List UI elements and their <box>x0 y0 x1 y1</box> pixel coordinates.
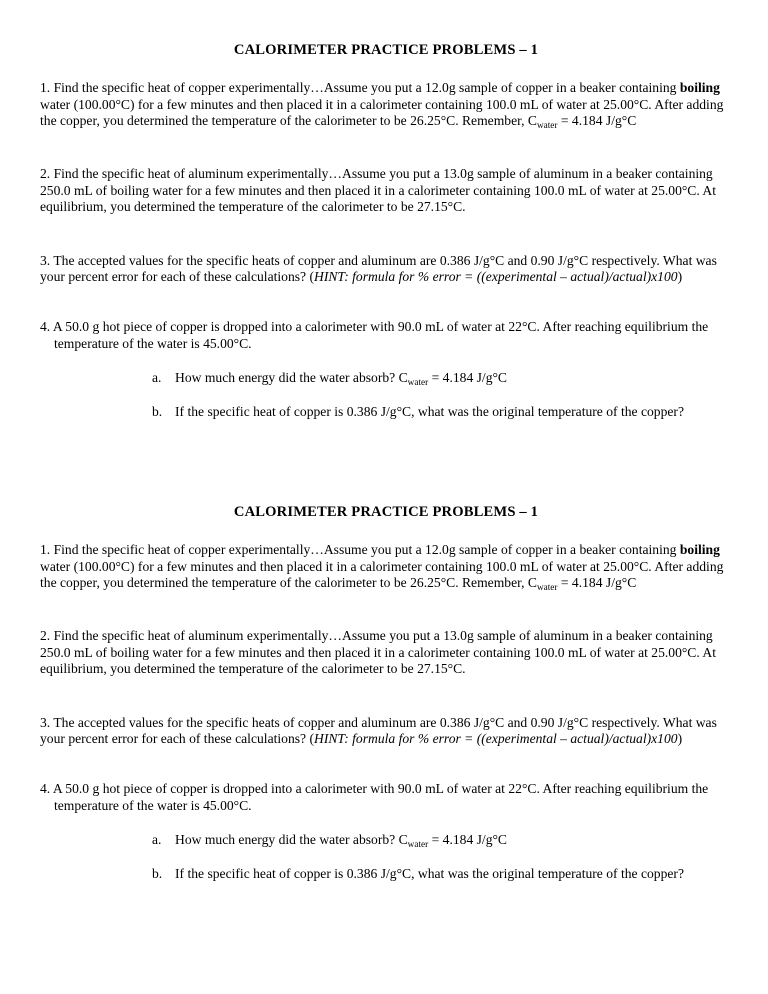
problem-4-item-b <box>40 404 732 421</box>
problem-1-lead-text: 1. Find the specific heat of copper experimentally…Assume you put a 12.0g sample of copper in a beaker containing <box>40 80 680 96</box>
problem-4-item-a-tail: = 4.184 J/g°C <box>428 370 508 386</box>
problem-1-bold-word: boiling <box>679 542 720 558</box>
worksheet-copy-1 <box>40 41 732 420</box>
problem-3-hint-text: HINT: formula for % error = ((experimental – actual)/actual)x100 <box>314 731 678 747</box>
problem-4-sub-list <box>40 370 732 420</box>
problem-1-mid-text: water (100.00°C) for a few minutes and then placed it in a calorimeter containing 100.0 mL of water at 25.00°C. After adding the copper, you determined the temperature of the calorimeter to be 26.25°C. Remember, C <box>40 558 724 591</box>
problem-1-tail-text: = 4.184 J/g°C <box>557 575 637 591</box>
problem-3-lead-text: 3. The accepted values for the specific heats of copper and aluminum are 0.386 J/g°C and 0.90 J/g°C respectively. What was your percent error for each of these calculations? ( <box>40 714 717 747</box>
page-title-duplicate: CALORIMETER PRACTICE PROBLEMS – 1 <box>233 504 539 520</box>
problem-4-item-b-duplicate <box>40 866 732 883</box>
problem-3-tail-text: ) <box>677 269 683 285</box>
problem-4-item-a <box>40 370 732 388</box>
problem-4-item-a-duplicate <box>40 832 732 850</box>
problem-3-lead-text: 3. The accepted values for the specific heats of copper and aluminum are 0.386 J/g°C and 0.90 J/g°C respectively. What was your percent error for each of these calculations? ( <box>40 252 717 285</box>
problem-4-item-a-subscript: water <box>407 838 429 849</box>
problem-4-item-a-lead: How much energy did the water absorb? C <box>175 832 408 848</box>
problem-2-paragraph-duplicate: 2. Find the specific heat of aluminum experimentally…Assume you put a 13.0g sample of aluminum in a beaker containing 250.0 mL of boiling water for a few minutes and then placed it in a calorimeter containing 100.0 mL of water at 25.00°C. At equilibrium, you determined the temperature of the calorimeter to be 27.15°C. <box>40 628 717 677</box>
page-title: CALORIMETER PRACTICE PROBLEMS – 1 <box>233 42 539 58</box>
problem-4-item-b-marker: b. <box>152 403 163 419</box>
problem-3-paragraph <box>40 253 732 286</box>
problem-4-paragraph-duplicate: 4. A 50.0 g hot piece of copper is dropped into a calorimeter with 90.0 mL of water at 22°C. After reaching equilibrium the temperature of the water is 45.00°C. <box>40 780 709 813</box>
problem-4-item-a-marker: a. <box>152 370 162 386</box>
problem-1-subscript: water <box>536 120 558 130</box>
problem-4-item-a-subscript: water <box>407 376 429 387</box>
problem-1-tail-text: = 4.184 J/g°C <box>557 113 637 129</box>
problem-1-bold-word: boiling <box>679 80 720 96</box>
problem-3-paragraph-duplicate <box>40 715 732 748</box>
problem-1-subscript: water <box>536 582 558 592</box>
problem-4-item-a-marker: a. <box>152 832 162 848</box>
problem-1-paragraph-duplicate <box>40 542 732 593</box>
problem-4-item-b-marker: b. <box>152 865 163 881</box>
problem-4-item-b-text: If the specific heat of copper is 0.386 J/g°C, what was the original temperature of the copper? <box>175 865 684 881</box>
problem-4-item-b-text: If the specific heat of copper is 0.386 J/g°C, what was the original temperature of the copper? <box>175 403 684 419</box>
problem-3-hint-text: HINT: formula for % error = ((experimental – actual)/actual)x100 <box>314 269 678 285</box>
problem-1-lead-text: 1. Find the specific heat of copper experimentally…Assume you put a 12.0g sample of copper in a beaker containing <box>40 542 680 558</box>
problem-4-item-a-lead: How much energy did the water absorb? C <box>175 370 408 386</box>
problem-2-paragraph: 2. Find the specific heat of aluminum experimentally…Assume you put a 13.0g sample of aluminum in a beaker containing 250.0 mL of boiling water for a few minutes and then placed it in a calorimeter containing 100.0 mL of water at 25.00°C. At equilibrium, you determined the temperature of the calorimeter to be 27.15°C. <box>40 166 717 215</box>
problem-3-tail-text: ) <box>677 731 683 747</box>
problem-4-item-a-tail: = 4.184 J/g°C <box>428 832 508 848</box>
problem-1-paragraph <box>40 80 732 131</box>
problem-4-paragraph: 4. A 50.0 g hot piece of copper is dropped into a calorimeter with 90.0 mL of water at 22°C. After reaching equilibrium the temperature of the water is 45.00°C. <box>40 318 709 351</box>
problem-1-mid-text: water (100.00°C) for a few minutes and then placed it in a calorimeter containing 100.0 mL of water at 25.00°C. After adding the copper, you determined the temperature of the calorimeter to be 26.25°C. Remember, C <box>40 96 724 129</box>
problem-4-sub-list-duplicate <box>40 832 732 882</box>
worksheet-copy-2 <box>40 503 732 882</box>
